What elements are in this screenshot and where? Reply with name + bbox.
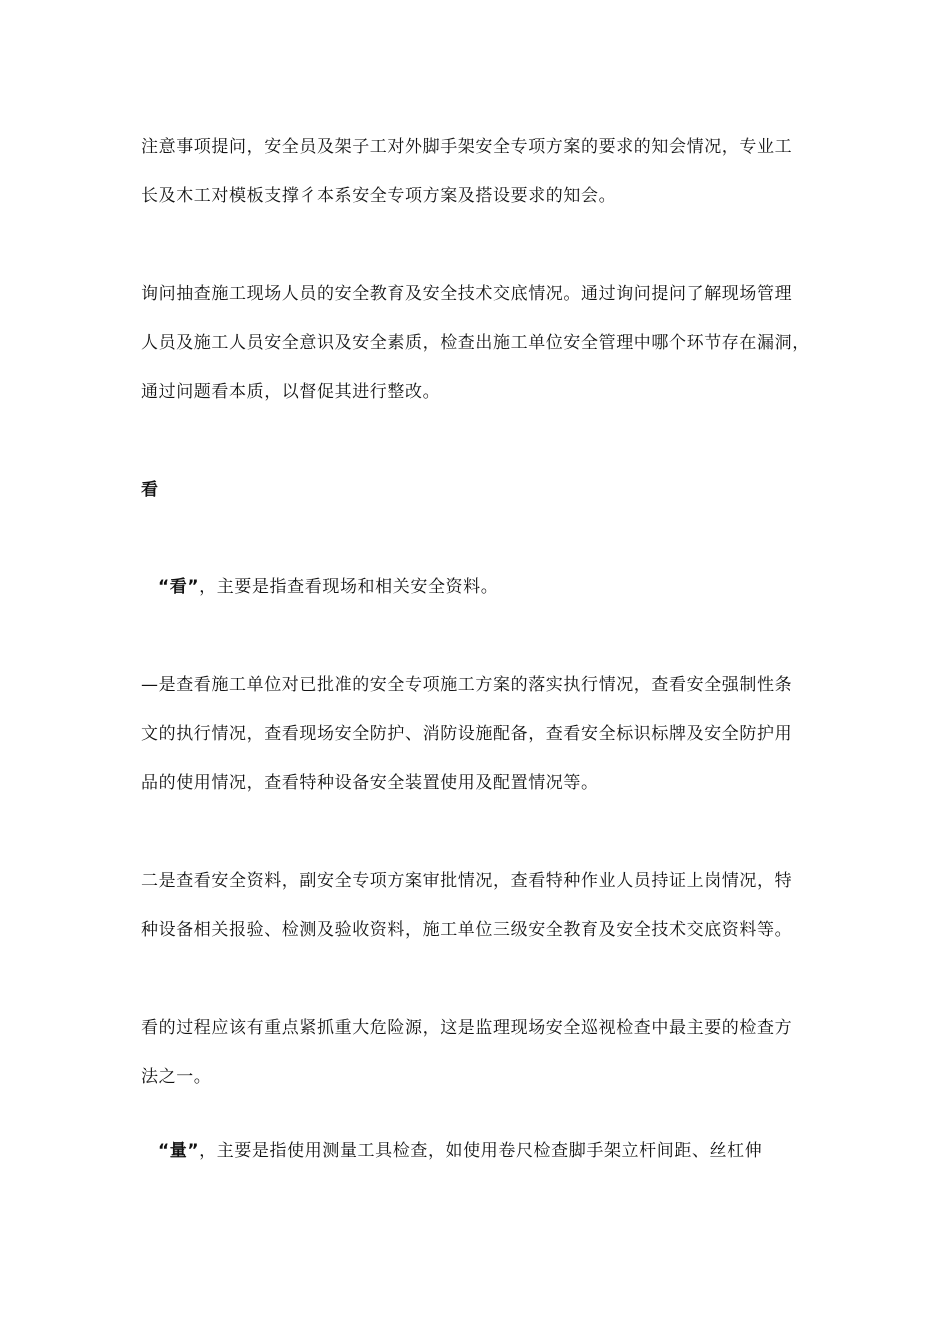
paragraph-line: 种设备相关报验、检测及验收资料，施工单位三级安全教育及安全技术交底资料等。	[141, 920, 793, 940]
paragraph-line: 看的过程应该有重点紧抓重大危险源，这是监理现场安全巡视检查中最主要的检查方	[141, 1018, 793, 1038]
section-heading: 看	[141, 480, 159, 500]
lead-term: “量”	[158, 1141, 200, 1161]
lead-term: “看”	[158, 577, 200, 597]
paragraph-line: 人员及施工人员安全意识及安全素质，检查出施工单位安全管理中哪个环节存在漏洞，	[141, 333, 810, 353]
paragraph-line: 通过问题看本质，以督促其进行整改。	[141, 382, 441, 402]
lead-paragraph	[158, 575, 498, 599]
paragraph-line: 注意事项提问，安全员及架子工对外脚手架安全专项方案的要求的知会情况，专业工	[141, 137, 793, 157]
lead-text: ，主要是指使用测量工具检查，如使用卷尺检查脚手架立杆间距、丝杠伸	[199, 1141, 763, 1161]
paragraph-line: —是查看施工单位对已批准的安全专项施工方案的落实执行情况，查看安全强制性条	[141, 675, 793, 695]
paragraph-line: 长及木工对模板支撑彳本系安全专项方案及搭设要求的知会。	[141, 186, 617, 206]
lead-paragraph	[158, 1139, 762, 1163]
paragraph-line: 二是查看安全资料，副安全专项方案审批情况，查看特种作业人员持证上岗情况，特	[141, 871, 793, 891]
lead-text: ，主要是指查看现场和相关安全资料。	[199, 577, 499, 597]
paragraph-line: 询问抽查施工现场人员的安全教育及安全技术交底情况。通过询问提问了解现场管理	[141, 284, 793, 304]
paragraph-line: 品的使用情况，查看特种设备安全装置使用及配置情况等。	[141, 773, 599, 793]
paragraph-line: 法之一。	[141, 1067, 212, 1087]
paragraph-line: 文的执行情况，查看现场安全防护、消防设施配备，查看安全标识标牌及安全防护用	[141, 724, 793, 744]
